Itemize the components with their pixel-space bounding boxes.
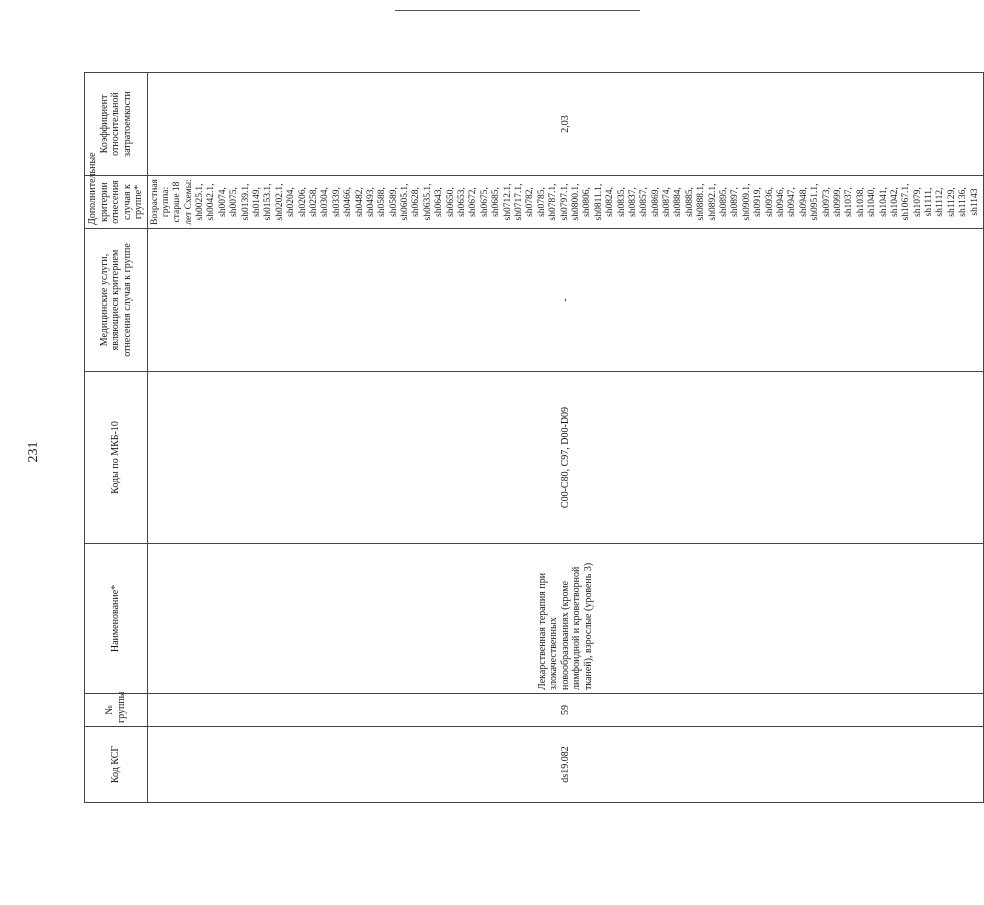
ksg-table-frame: [84, 73, 980, 803]
header-ksg-code: Код КСГ: [85, 727, 148, 803]
cell-group-number: 59: [147, 694, 984, 727]
header-coefficient: Коэффициент относительной затратоемкости: [85, 73, 148, 176]
table-header-row: [85, 73, 148, 803]
ksg-table: [84, 72, 984, 803]
cell-additional-criteria: Возрастная группа: старше 18 лет Схемы: sh0025.1, sh0042.1, sh0074, sh0075, sh0139.1, sh0149, sh0153.1, sh0202.1, sh0204, sh0206, sh0258, sh0304, sh0339, sh0466, sh0482, sh0493, sh0588, sh0589, sh0605.1, sh0628, sh0635.1, sh0643, sh0650, sh0653, sh0672, sh0675, sh0685, sh0712.1, sh0717.1, sh0782, sh0785, sh0787.1, sh0797.1, sh0800.1, sh0806, sh0811.1, sh0824, sh0835, sh0837, sh0857, sh0869, sh0874, sh0884, sh0885, sh0888.1, sh0892.1, sh0895, sh0897, sh0909.1, sh0919, sh0936, sh0946, sh0947, sh0948, sh0951.1, sh0973, sh0999, sh1037, sh1038, sh1040, sh1041, sh1042, sh1067.1, sh1079, sh1111, sh1112, sh1129, sh1136, sh1143: [147, 176, 984, 229]
cell-name: Лекарственная терапия при злокачественных новообразованиях (кроме лимфоидной и кроветворной тканей), взрослые (уровень 3): [147, 544, 984, 694]
cell-medical-services: -: [147, 229, 984, 372]
top-rule: [395, 10, 640, 11]
header-icd-codes: Коды по МКБ-10: [85, 372, 148, 544]
header-additional-criteria: Дополнительные критерии отнесения случая к группе*: [85, 176, 148, 229]
cell-ksg-code: ds19.082: [147, 727, 984, 803]
header-medical-services: Медицинские услуги, являющиеся критерием отнесения случая к группе: [85, 229, 148, 372]
header-group-number: № группы: [85, 694, 148, 727]
page-number: 231: [26, 441, 41, 463]
cell-icd-codes: C00-C80, C97, D00-D09: [147, 372, 984, 544]
header-name: Наименование*: [85, 544, 148, 694]
cell-coefficient: 2,03: [147, 73, 984, 176]
table-row: [147, 73, 984, 803]
